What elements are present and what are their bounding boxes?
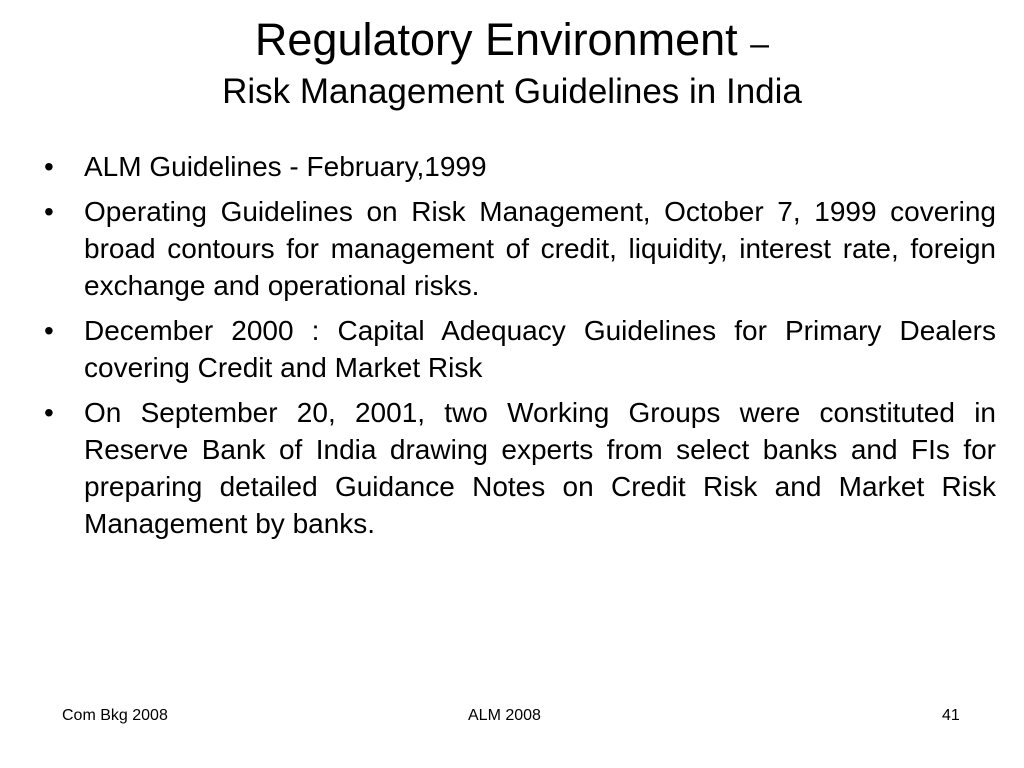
bullet-item [44, 193, 996, 304]
bullet-text: December 2000 : Capital Adequacy Guidelines for Primary Dealers covering Credit and Market Risk [84, 315, 996, 383]
bullet-dot-icon: • [44, 196, 54, 227]
page-number: 41 [942, 707, 960, 724]
bullet-text: Operating Guidelines on Risk Management, October 7, 1999 covering broad contours for management of credit, liquidity, interest rate, foreign exchange and operational risks. [84, 196, 996, 301]
title-dash: – [750, 25, 770, 63]
bullet-dot-icon: • [44, 315, 54, 346]
bullet-item [44, 394, 996, 542]
bullet-item [44, 148, 996, 185]
bullet-dot-icon: • [44, 397, 54, 428]
title-subtitle: Risk Management Guidelines in India [222, 72, 802, 111]
slide-title [0, 12, 1024, 112]
title-main-line [0, 12, 1024, 72]
title-main: Regulatory Environment [254, 14, 738, 65]
bullet-list [44, 148, 996, 550]
footer-left-text: Com Bkg 2008 [62, 707, 168, 724]
bullet-item [44, 312, 996, 386]
bullet-text: On September 20, 2001, two Working Groups were constituted in Reserve Bank of India drawing experts from select banks and FIs for preparing detailed Guidance Notes on Credit Risk and Market Risk Management by banks. [84, 397, 996, 539]
footer-center-text: ALM 2008 [468, 707, 541, 724]
bullet-dot-icon: • [44, 151, 54, 182]
bullet-text: ALM Guidelines - February,1999 [84, 151, 487, 182]
